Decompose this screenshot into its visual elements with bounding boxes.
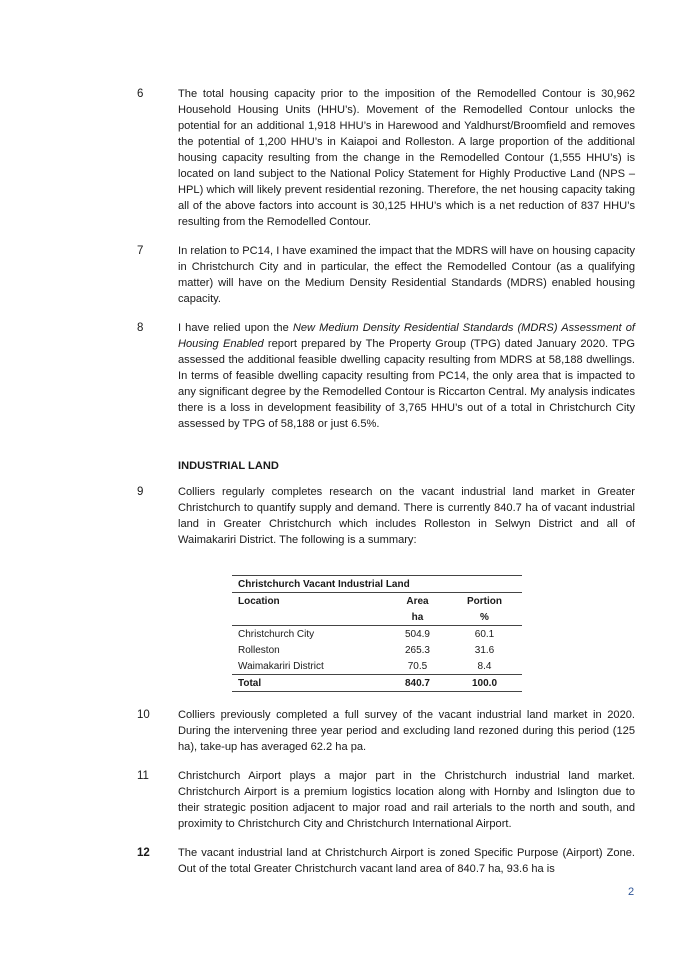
total-label: Total [232, 675, 388, 692]
paragraph-text: Colliers previously completed a full survey of the vacant industrial land market in 2020. During the intervening three year period and excluding land rezoned during this period (125 ha), take-up has averaged 62.2 ha pa. [178, 709, 635, 753]
table-row [232, 626, 522, 643]
paragraph-text: Colliers regularly completes research on the vacant industrial land market in Greater Christchurch to quantify supply and demand. There is currently 840.7 ha of vacant industrial land in Greater Christchurch which includes Rolleston in Selwyn District and all of Waimakariri District. The following is a summary: [178, 486, 635, 546]
page-number: 2 [628, 886, 635, 898]
paragraph-number: 7 [137, 245, 144, 257]
location-cell: Rolleston [238, 644, 280, 656]
location-cell: Christchurch City [238, 628, 315, 640]
unit-cell [232, 609, 388, 626]
portion-cell: 8.4 [477, 660, 492, 672]
area-cell: 504.9 [404, 628, 430, 640]
section-heading: INDUSTRIAL LAND [178, 460, 279, 472]
paragraph-number: 11 [137, 770, 149, 782]
vacant-land-table [232, 575, 522, 692]
paragraph-number: 12 [137, 847, 150, 859]
portion-cell: 31.6 [474, 644, 495, 656]
paragraph-text: In relation to PC14, I have examined the impact that the MDRS will have on housing capacity in Christchurch City and in particular, the effect the Remodelled Contour (as a qualifying matter) will have on the Medium Density Residential Standards (MDRS) enabled housing capacity. [178, 245, 635, 305]
column-header: Area [406, 595, 429, 607]
paragraph-text: The vacant industrial land at Christchurch Airport is zoned Specific Purpose (Airport) Zone. Out of the total Greater Christchurch vacant land area of 840.7 ha, 93.6 ha is [178, 847, 635, 875]
column-header: Portion [467, 595, 502, 607]
total-area: 840.7 [388, 675, 447, 692]
paragraph-number: 6 [137, 88, 144, 100]
portion-cell: 60.1 [474, 628, 495, 640]
location-cell: Waimakariri District [238, 660, 324, 672]
paragraph-number: 10 [137, 709, 150, 721]
paragraph-number: 8 [137, 322, 144, 334]
table-row [232, 658, 522, 675]
column-header: Location [238, 595, 280, 607]
unit-cell: ha [388, 609, 447, 626]
total-portion: 100.0 [447, 675, 522, 692]
area-cell: 70.5 [407, 660, 428, 672]
paragraph-number: 9 [137, 486, 144, 498]
table-total-row [232, 675, 522, 692]
paragraph-text: Christchurch Airport plays a major part in the Christchurch industrial land market. Christchurch Airport is a premium logistics location along with Hornby and Islington due to their strategic position adjacent to major road and rail arterials to the north and south, and proximity to Christchurch City and Christchurch International Airport. [178, 770, 635, 830]
paragraph-text: The total housing capacity prior to the imposition of the Remodelled Contour is 30,962 Household Housing Units (HHU’s). Movement of the Remodelled Contour unlocks the potential for an additional 1,918 HHU’s in Harewood and Yaldhurst/Broomfield and removes the potential of 1,200 HHU’s in Kaiapoi and Rolleston. A large proportion of the additional housing capacity resulting from the change in the Remodelled Contour (1,555 HHU’s) is located on land subject to the National Policy Statement for Highly Productive Land (NPS – HPL) which will likely prevent residential rezoning. Therefore, the net housing capacity taking all of the above factors into account is 30,125 HHU’s which is a net reduction of 837 HHU’s resulting from the Remodelled Contour. [178, 88, 635, 228]
paragraph-text: I have relied upon the New Medium Density Residential Standards (MDRS) Assessment of Housing Enabled report prepared by The Property Group (TPG) dated January 2020. TPG assessed the additional feasible dwelling capacity resulting from MDRS at 58,188 dwellings. In terms of feasible dwelling capacity resulting from PC14, the only area that is impacted to any significant degree by the Remodelled Contour is Riccarton Central. My analysis indicates there is a loss in development feasibility of 3,765 HHU’s out of a total in Christchurch City assessed by TPG of 58,188 or just 6.5%. [178, 322, 635, 430]
report-title: New Medium Density Residential Standards (MDRS) Assessment of Housing Enabled [178, 322, 635, 350]
unit-cell: % [447, 609, 522, 626]
table-title: Christchurch Vacant Industrial Land [232, 576, 522, 593]
table-row [232, 642, 522, 658]
area-cell: 265.3 [404, 644, 430, 656]
